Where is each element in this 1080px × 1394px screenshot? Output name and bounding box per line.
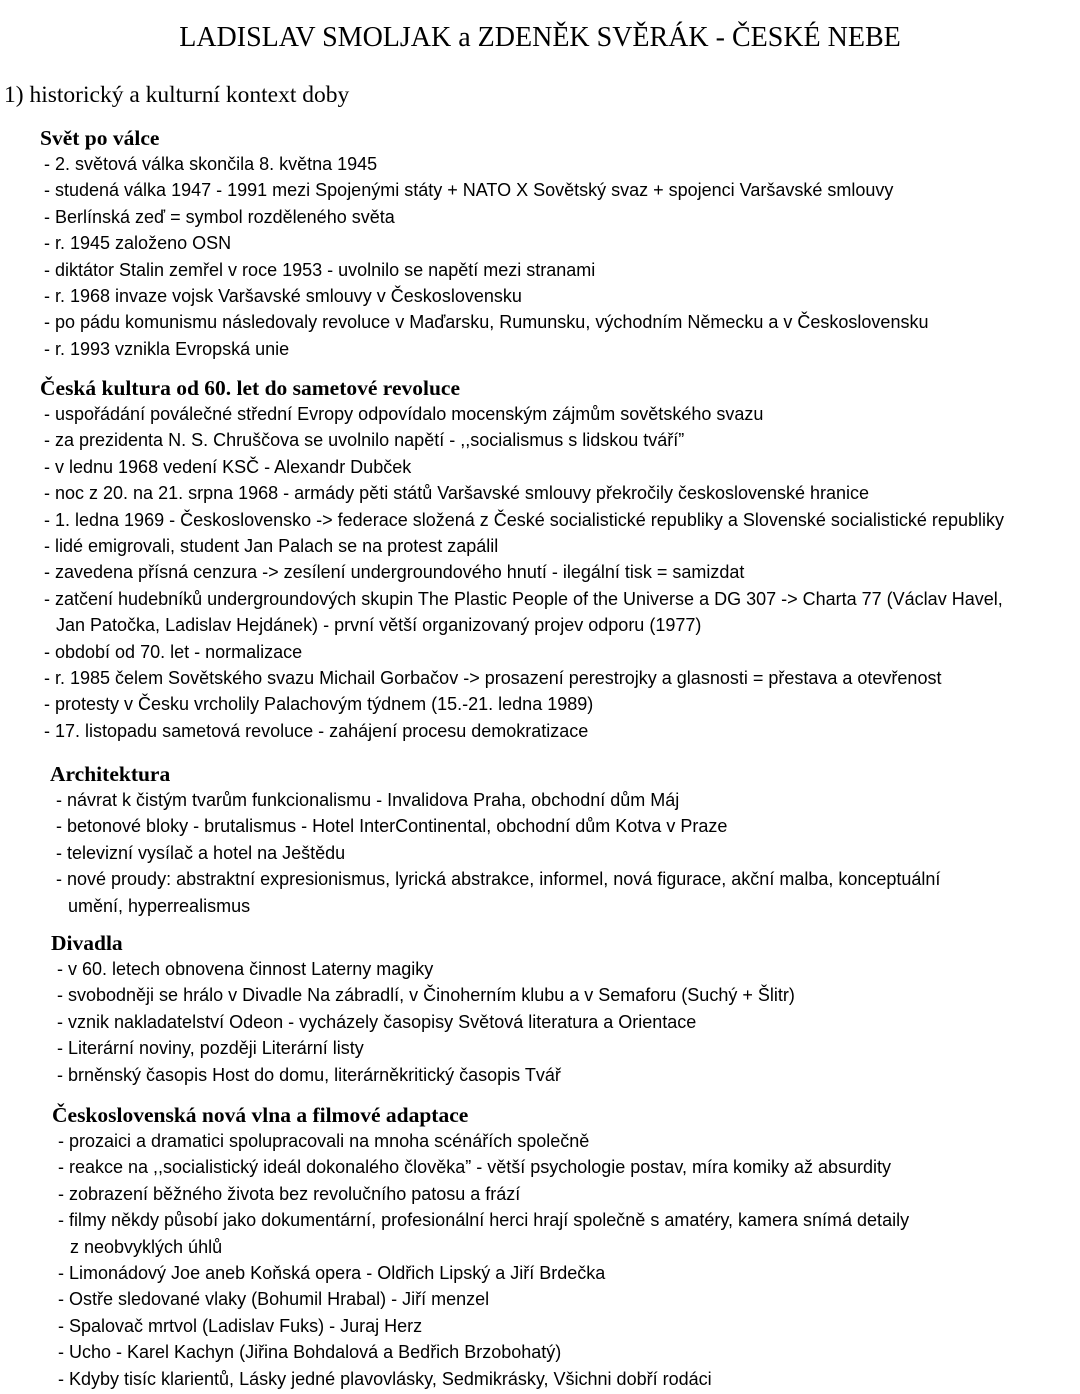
document-title: LADISLAV SMOLJAK a ZDENĚK SVĚRÁK - ČESKÉ NEBE — [179, 22, 901, 53]
list-item: - zatčení hudebníků undergroundových skupin The Plastic People of the Universe a DG 307 -> Charta 77 (Václav Havel, Jan Patočka, Ladislav Hejdánek) - první větší organizovaný projev odporu (1977) — [44, 588, 1003, 636]
list-item: - lidé emigrovali, student Jan Palach se na protest zapálil — [44, 536, 499, 557]
bullet-list — [44, 401, 1004, 744]
bullet-list — [56, 787, 940, 919]
bullet-list — [44, 151, 928, 362]
list-item: - prozaici a dramatici spolupracovali na mnoha scénářích společně — [58, 1131, 590, 1151]
list-item: - v lednu 1968 vedení KSČ - Alexandr Dubček — [44, 456, 412, 477]
list-item: - zobrazení běžného života bez revolučního patosu a frází — [58, 1183, 521, 1204]
list-item: - betonové bloky - brutalismus - Hotel InterContinental, obchodní dům Kotva v Praze — [56, 816, 728, 837]
list-item: - zavedena přísná cenzura -> zesílení undergroundového hnutí - ilegální tisk = samizdat — [44, 562, 745, 583]
list-item: - Berlínská zeď = symbol rozděleného světa — [44, 206, 395, 227]
list-item: - období od 70. let - normalizace — [44, 641, 303, 662]
section-architektura — [50, 761, 940, 919]
list-item: - Ucho - Karel Kachyn (Jiřina Bohdalová a Bedřich Brzobohatý) — [58, 1342, 562, 1363]
list-item: - v 60. letech obnovena činnost Laterny magiky — [57, 959, 434, 979]
section-heading: Svět po válce — [40, 126, 160, 150]
list-item: - diktátor Stalin zemřel v roce 1953 - uvolnilo se napětí mezi stranami — [44, 259, 596, 280]
list-item: - protesty v Česku vrcholily Palachovým týdnem (15.-21. ledna 1989) — [44, 694, 594, 715]
list-item: - studená válka 1947 - 1991 mezi Spojenými státy + NATO X Sovětský svaz + spojenci Varšavské smlouvy — [44, 180, 894, 201]
section-nova-vlna — [52, 1102, 909, 1392]
list-item: - r. 1985 čelem Sovětského svazu Michail Gorbačov -> prosazení perestrojky a glasnosti = přestava a otevřenost — [44, 668, 942, 689]
section-heading: Česká kultura od 60. let do sametové revoluce — [40, 376, 461, 400]
section-heading: Architektura — [50, 762, 171, 786]
list-item: - 17. listopadu sametová revoluce - zahájení procesu demokratizace — [44, 720, 589, 741]
list-item: - r. 1945 založeno OSN — [44, 233, 232, 254]
list-item: - televizní vysílač a hotel na Ještědu — [56, 842, 346, 863]
part-heading: 1) historický a kulturní kontext doby — [4, 82, 350, 108]
list-item: - svobodněji se hrálo v Divadle Na zábradlí, v Činoherním klubu a v Semaforu (Suchý + Šlitr) — [57, 985, 795, 1006]
list-item: - Spalovač mrtvol (Ladislav Fuks) - Juraj Herz — [58, 1315, 423, 1336]
list-item: - Literární noviny, později Literární listy — [57, 1038, 364, 1059]
list-item: - 1. ledna 1969 - Československo -> federace složená z České socialistické republiky a Slovenské socialistické republiky — [44, 509, 1004, 530]
list-item: - filmy někdy působí jako dokumentární, profesionální herci hrají společně s amatéry, kamera snímá detaily z neobvyklých úhlů — [58, 1210, 910, 1257]
list-item: - 2. světová válka skončila 8. května 1945 — [44, 154, 378, 174]
list-item: - uspořádání poválečné střední Evropy odpovídalo mocenským zájmům sovětského svazu — [44, 404, 764, 424]
section-ceska-kultura — [40, 375, 1004, 744]
list-item: - po pádu komunismu následovaly revoluce v Maďarsku, Rumunsku, východním Německu a v Československu — [44, 312, 929, 333]
list-item: - vznik nakladatelství Odeon - vycházely časopisy Světová literatura a Orientace — [57, 1011, 697, 1032]
section-heading: Československá nová vlna a filmové adaptace — [52, 1103, 469, 1127]
list-item: - noc z 20. na 21. srpna 1968 - armády pěti států Varšavské smlouvy překročily československé hranice — [44, 483, 870, 504]
list-item: - Limonádový Joe aneb Koňská opera - Oldřich Lipský a Jiří Brdečka — [58, 1263, 606, 1284]
section-heading: Divadla — [51, 931, 123, 955]
list-item: - Ostře sledované vlaky (Bohumil Hrabal) - Jiří menzel — [58, 1289, 490, 1310]
list-item: - brněnský časopis Host do domu, literárněkritický časopis Tvář — [57, 1064, 561, 1085]
bullet-list — [57, 956, 795, 1088]
list-item: - Kdyby tisíc klarientů, Lásky jedné plavovlásky, Sedmikrásky, Všichni dobří rodáci — [58, 1368, 712, 1389]
list-item: - reakce na ,,socialistický ideál dokonalého člověka” - větší psychologie postav, míra komiky až absurdity — [58, 1157, 892, 1178]
list-item: - r. 1993 vznikla Evropská unie — [44, 338, 290, 359]
section-divadla — [51, 930, 795, 1088]
list-item: - za prezidenta N. S. Chruščova se uvolnilo napětí - ,,socialismus s lidskou tváří” — [44, 430, 685, 451]
bullet-list — [58, 1128, 909, 1392]
list-item: - nové proudy: abstraktní expresionismus, lyrická abstrakce, informel, nová figurace, akční malba, konceptuální umění, hyperrealismus — [56, 869, 941, 916]
list-item: - r. 1968 invaze vojsk Varšavské smlouvy v Československu — [44, 286, 522, 307]
list-item: - návrat k čistým tvarům funkcionalismu - Invalidova Praha, obchodní dům Máj — [56, 790, 680, 810]
section-svet-po-valce — [40, 125, 928, 362]
